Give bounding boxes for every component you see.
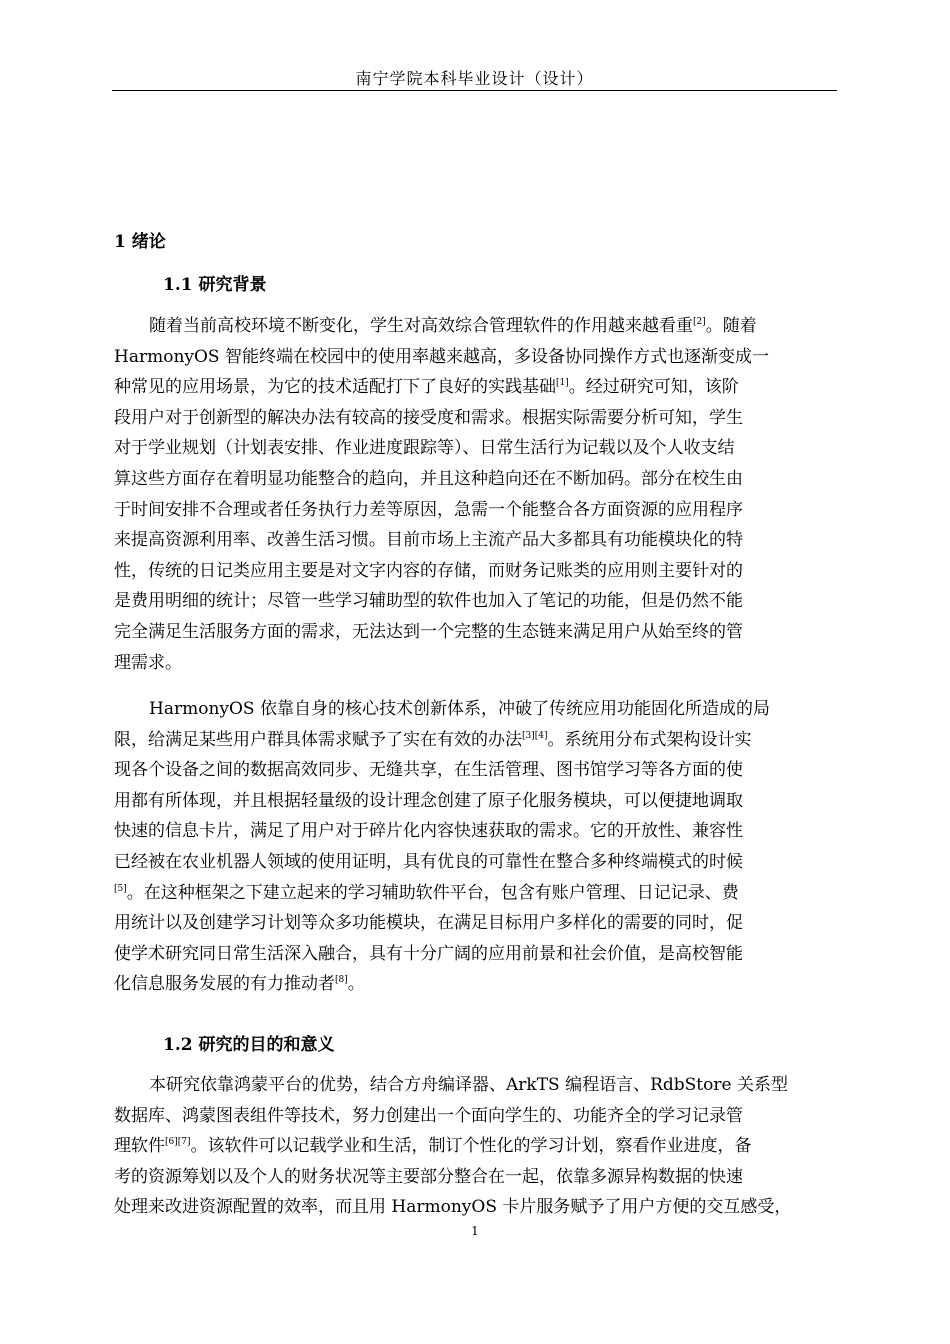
citation: [5] [114, 883, 127, 894]
section-heading-1-2: 1.2 研究的目的和意义 [163, 1035, 335, 1055]
text-line: 完全满足生活服务方面的需求，无法达到一个完整的生态链来满足用户从始至终的管 [114, 621, 743, 642]
text-line: 是费用明细的统计；尽管一些学习辅助型的软件也加入了笔记的功能，但是仍然不能 [114, 591, 743, 612]
header-rule [112, 90, 837, 91]
text-line: 算这些方面存在着明显功能整合的趋向，并且这种趋向还在不断加码。部分在校生由 [114, 468, 743, 489]
citation: [8] [335, 975, 348, 986]
page-number: 1 [471, 1224, 479, 1238]
text-line: 对于学业规划（计划表安排、作业进度跟踪等）、日常生活行为记载以及个人收支结 [114, 438, 735, 459]
text-line: HarmonyOS 智能终端在校园中的使用率越来越高，多设备协同操作方式也逐渐变成一 [114, 346, 769, 367]
section-heading-1-1: 1.1 研究背景 [163, 275, 267, 295]
text-line: 考的资源筹划以及个人的财务状况等主要部分整合在一起，依靠多源异构数据的快速 [114, 1166, 743, 1187]
citation: [1] [556, 378, 569, 389]
text-line: 来提高资源利用率、改善生活习惯。目前市场上主流产品大多都具有功能模块化的特 [114, 530, 743, 551]
text-line: 理软件[6][7]。该软件可以记载学业和生活，制订个性化的学习计划，察看作业进度，备 [114, 1136, 752, 1157]
text-line: 现各个设备之间的数据高效同步、无缝共享，在生活管理、图书馆学习等各方面的使 [114, 760, 743, 781]
text-line: 理需求。 [114, 652, 182, 673]
text-line: [5]。在这种框架之下建立起来的学习辅助软件平台，包含有账户管理、日记记录、费 [114, 882, 739, 903]
text-line: 用统计以及创建学习计划等众多功能模块，在满足目标用户多样化的需要的同时，促 [114, 913, 743, 934]
text-line: 使学术研究同日常生活深入融合，具有十分广阔的应用前景和社会价值，是高校智能 [114, 943, 743, 964]
text-line: 已经被在农业机器人领域的使用证明，具有优良的可靠性在整合多种终端模式的时候 [114, 851, 743, 872]
paragraph-purpose [114, 1070, 838, 1223]
citation: [3][4] [522, 730, 548, 741]
text-line: 处理来改进资源配置的效率，而且用 HarmonyOS 卡片服务赋予了用户方便的交互感受， [114, 1197, 792, 1218]
page-header: 南宁学院本科毕业设计（设计） [355, 69, 594, 88]
text-line: 限，给满足某些用户群具体需求赋予了实在有效的办法[3][4]。系统用分布式架构设计实 [114, 729, 752, 750]
text-line: 数据库、鸿蒙图表组件等技术，努力创建出一个面向学生的、功能齐全的学习记录管 [114, 1105, 743, 1126]
text-line: HarmonyOS 依靠自身的核心技术创新体系，冲破了传统应用功能固化所造成的局 [149, 699, 770, 719]
text-line: 快速的信息卡片，满足了用户对于碎片化内容快速获取的需求。它的开放性、兼容性 [114, 821, 743, 842]
citation: [6][7] [165, 1137, 191, 1148]
paragraph-background-2 [114, 694, 838, 1000]
text-line: 于时间安排不合理或者任务执行力差等原因，急需一个能整合各方面资源的应用程序 [114, 499, 743, 520]
text-line: 段用户对于创新型的解决办法有较高的接受度和需求。根据实际需要分析可知，学生 [114, 407, 743, 428]
paragraph-background-1 [114, 311, 838, 678]
text-line: 种常见的应用场景，为它的技术适配打下了良好的实践基础[1]。经过研究可知，该阶 [114, 377, 739, 398]
chapter-heading: 1 绪论 [114, 232, 166, 252]
text-line: 随着当前高校环境不断变化，学生对高效综合管理软件的作用越来越看重[2]。随着 [149, 316, 757, 336]
text-line: 本研究依靠鸿蒙平台的优势，结合方舟编译器、ArkTS 编程语言、RdbStore 关系型 [149, 1075, 788, 1095]
text-line: 性，传统的日记类应用主要是对文字内容的存储，而财务记账类的应用则主要针对的 [114, 560, 743, 581]
text-line: 化信息服务发展的有力推动者[8]。 [114, 974, 365, 995]
text-line: 用都有所体现，并且根据轻量级的设计理念创建了原子化服务模块，可以便捷地调取 [114, 790, 743, 811]
citation: [2] [693, 317, 706, 327]
